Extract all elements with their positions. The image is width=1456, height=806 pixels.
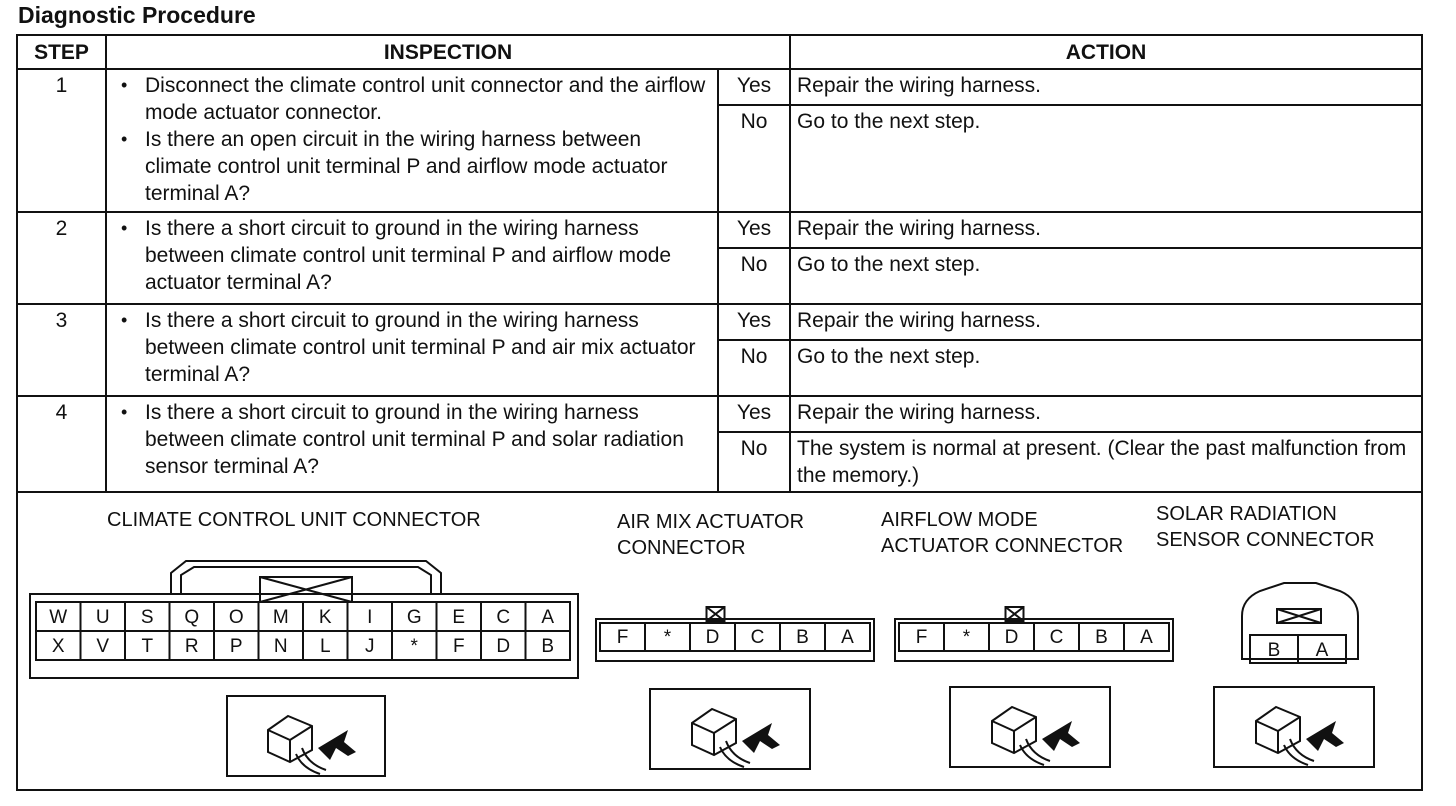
pin-label: Q [184,607,200,628]
airflow-connector-label-1: AIRFLOW MODE [881,509,1038,531]
table-row [17,69,1422,105]
pin-label: R [184,636,199,657]
pin-label: A [1140,627,1153,648]
plug-arrow [742,723,780,753]
no-label: No [718,340,790,396]
header-action: ACTION [790,35,1422,69]
pin-label: E [452,607,466,628]
plug-arrow [318,730,356,760]
no-label: No [718,432,790,492]
inspection-item: • Disconnect the climate control unit connector and the airflow mode actuator connector. [141,72,711,126]
solar-connector-label-1: SOLAR RADIATION [1156,503,1337,525]
yes-action: Repair the wiring harness. [790,304,1422,340]
inspection-cell [106,396,718,492]
plug-wires [720,741,750,767]
pin-label: M [272,607,289,628]
climate-connector-label: CLIMATE CONTROL UNIT CONNECTOR [107,509,481,531]
pin-label: B [1095,627,1108,648]
header-inspection: INSPECTION [106,35,790,69]
table-row [17,304,1422,340]
table-row [17,396,1422,432]
inspection-item: • Is there a short circuit to ground in the wiring harness between climate control unit terminal P and solar radiation sensor terminal A? [141,399,711,480]
airmix-connector-label-1: AIR MIX ACTUATOR [617,511,805,533]
header-step: STEP [17,35,106,69]
pin-label: O [228,607,244,628]
no-action: Go to the next step. [790,248,1422,304]
yes-label: Yes [718,396,790,432]
no-label: No [718,105,790,212]
no-action: The system is normal at present. (Clear the past malfunction from the memory.) [790,432,1422,492]
connector-diagrams [16,491,1421,788]
pin-label: G [406,607,422,628]
solar-connector-key-cross [1277,609,1321,623]
step-number: 2 [17,212,106,304]
inspection-cell [106,212,718,304]
airmix-connector-label-2: CONNECTOR [617,537,746,559]
no-label: No [718,248,790,304]
pin-label: A [1315,640,1329,661]
pin-label: F [616,627,629,648]
table-header-row [17,35,1422,69]
pin-label: I [367,607,373,628]
pin-label: C [496,607,511,628]
pin-label: * [663,627,672,648]
pin-label: S [140,607,154,628]
page-title: Diagnostic Procedure [18,2,256,28]
pin-label: T [141,636,154,657]
pin-label: L [319,636,331,657]
airflow-connector-label-2: ACTUATOR CONNECTOR [881,535,1124,557]
yes-action: Repair the wiring harness. [790,212,1422,248]
yes-label: Yes [718,212,790,248]
pin-label: C [750,627,765,648]
no-action: Go to the next step. [790,105,1422,212]
plug-wires [296,748,326,774]
connector-diagram-svg [16,491,1421,788]
yes-action: Repair the wiring harness. [790,69,1422,105]
pin-label: U [95,607,110,628]
yes-action: Repair the wiring harness. [790,396,1422,432]
inspection-cell [106,69,718,212]
pin-label: * [962,627,971,648]
inspection-item: • Is there a short circuit to ground in the wiring harness between climate control unit terminal P and airflow mode actuator terminal A? [141,215,711,296]
harness-connector-side-icon [227,696,385,776]
plug-wires [1020,739,1050,765]
pin-label: N [273,636,288,657]
yes-label: Yes [718,69,790,105]
inspection-cell [106,304,718,396]
pin-label: D [1004,627,1019,648]
pin-label: * [410,636,418,657]
pin-label: F [452,636,465,657]
harness-connector-side-icon [950,687,1110,767]
harness-connector-side-icon [1214,687,1374,767]
no-action: Go to the next step. [790,340,1422,396]
pin-label: V [96,636,110,657]
inspection-item: • Is there a short circuit to ground in the wiring harness between climate control unit terminal P and air mix actuator terminal A? [141,307,711,388]
pin-label: K [318,607,332,628]
pin-label: P [229,636,243,657]
pin-label: A [841,627,854,648]
harness-connector-side-icon [650,689,810,769]
pin-label: J [365,636,375,657]
plug-arrow [1306,721,1344,751]
yes-label: Yes [718,304,790,340]
pin-label: B [796,627,809,648]
pin-label: X [51,636,65,657]
pin-label: A [541,607,555,628]
pin-label: B [1267,640,1281,661]
step-number: 1 [17,69,106,212]
climate-connector-key-cross [260,577,352,602]
pin-label: W [49,607,68,628]
pin-label: D [705,627,720,648]
step-number: 3 [17,304,106,396]
solar-connector-label-2: SENSOR CONNECTOR [1156,529,1375,551]
step-number: 4 [17,396,106,492]
plug-wires [1284,739,1314,765]
inspection-item: • Is there an open circuit in the wiring harness between climate control unit terminal P and airflow mode actuator terminal A? [141,126,711,207]
pin-label: D [496,636,511,657]
pin-label: C [1049,627,1064,648]
solar-connector-body [1242,583,1358,659]
pin-label: F [915,627,928,648]
plug-arrow [1042,721,1080,751]
table-row [17,212,1422,248]
pin-label: B [541,636,555,657]
